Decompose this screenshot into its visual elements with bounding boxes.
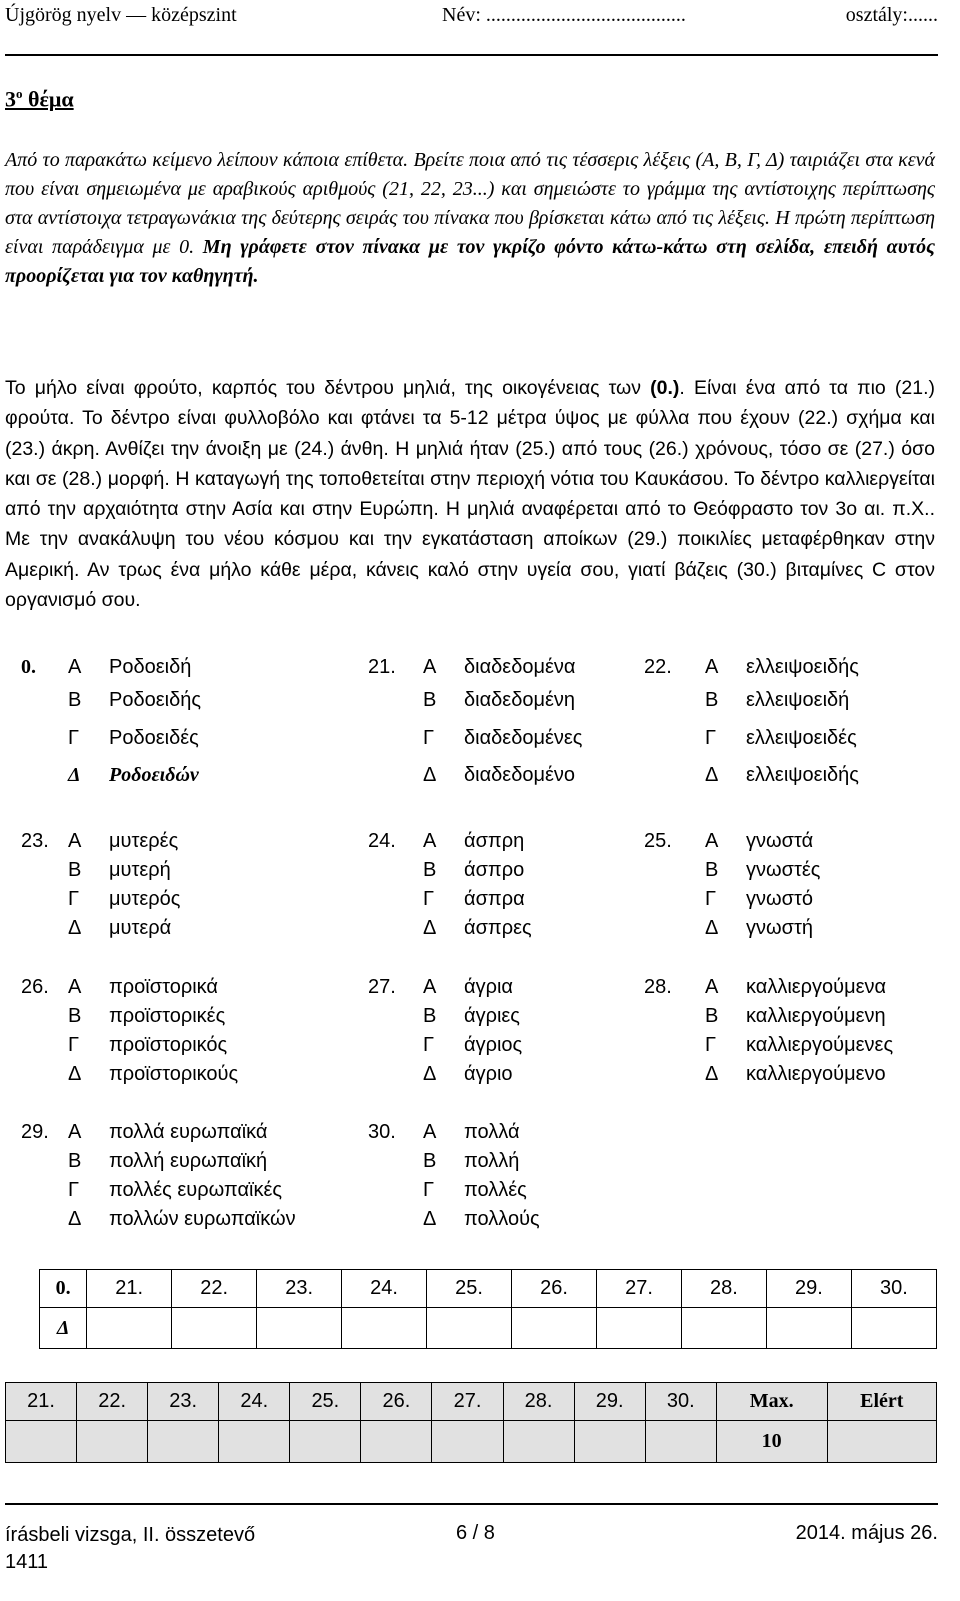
option-word: άσπρη [464,830,525,852]
score-header-cell: 27. [432,1383,503,1421]
footer-rule [5,1503,938,1505]
option-word: προϊστορικός [109,1034,228,1056]
option-word: γνωστά [746,830,814,852]
score-header-cell: 28. [503,1383,574,1421]
score-header-cell: 23. [148,1383,219,1421]
answer-header-cell: 26. [512,1270,597,1308]
header-name-field: Név: ........................................ [442,4,686,26]
answer-table-header-row [40,1270,937,1308]
answer-header-cell: 27. [597,1270,682,1308]
option-word: διαδεδομένη [464,689,576,711]
option-number: 25. [644,830,672,852]
option-letter: Α [423,976,437,998]
score-table-value-row [6,1421,937,1463]
option-word: Ροδοειδή [109,656,192,678]
option-letter: Α [68,656,82,678]
option-letter: Δ [68,917,82,939]
score-header-cell: 22. [77,1383,148,1421]
option-word: άγριες [464,1005,520,1027]
option-word: μυτερά [109,917,172,939]
option-word: ελλειψοειδές [746,727,857,749]
answer-header-cell: 23. [257,1270,342,1308]
option-word: άσπρες [464,917,532,939]
option-letter: Γ [423,888,435,910]
score-cell [6,1421,77,1463]
option-letter: Δ [705,917,719,939]
section-heading [5,86,74,112]
score-header-cell: Elért [827,1383,936,1421]
option-word: ελλειψοειδής [746,656,859,678]
option-letter: Β [705,859,719,881]
score-cell [219,1421,290,1463]
answer-input-cell[interactable] [681,1308,766,1349]
answer-input-cell[interactable] [342,1308,427,1349]
option-word: καλλιεργούμενα [746,976,887,998]
option-letter: Α [68,830,82,852]
answer-input-cell[interactable] [512,1308,597,1349]
option-letter: Γ [423,727,435,749]
answer-header-cell: 28. [681,1270,766,1308]
option-letter: Γ [68,1034,80,1056]
option-letter: Δ [423,1208,437,1230]
option-letter: Β [68,689,82,711]
answer-example-cell: Δ [40,1308,87,1349]
score-header-cell: 24. [219,1383,290,1421]
option-word: άσπρα [464,888,525,910]
header-subject: Újgörög nyelv — középszint [5,4,237,26]
answer-table-answer-row [40,1308,937,1349]
option-letter: Γ [68,1179,80,1201]
answer-header-cell: 24. [342,1270,427,1308]
option-letter: Δ [68,764,81,786]
score-cell [645,1421,716,1463]
answer-input-cell[interactable] [257,1308,342,1349]
option-word: προϊστορικούς [109,1063,239,1085]
option-word: καλλιεργούμενο [746,1063,886,1085]
page-header [5,4,938,34]
option-word: γνωστές [746,859,821,881]
option-letter: Α [423,830,437,852]
option-word: άγριο [464,1063,513,1085]
option-word: πολλές [464,1179,527,1201]
answer-header-cell: 22. [172,1270,257,1308]
footer-date: 2014. május 26. [795,1522,938,1544]
answer-input-cell[interactable] [851,1308,936,1349]
option-letter: Α [705,656,719,678]
option-number: 30. [368,1121,396,1143]
answer-input-cell[interactable] [597,1308,682,1349]
option-letter: Δ [423,1063,437,1085]
option-letter: Δ [423,917,437,939]
answer-header-cell: 29. [766,1270,851,1308]
score-cell [361,1421,432,1463]
option-word: πολλούς [464,1208,540,1230]
option-word: ελλειψοειδής [746,764,859,786]
option-letter: Γ [68,727,80,749]
option-letter: Α [705,976,719,998]
option-word: Ροδοειδής [109,689,201,711]
option-word: Ροδοειδών [109,764,199,786]
option-letter: Α [68,1121,82,1143]
option-word: διαδεδομένο [464,764,576,786]
option-letter: Δ [68,1208,82,1230]
option-letter: Β [68,1005,82,1027]
option-letter: Γ [705,1034,717,1056]
option-word: ελλειψοειδή [746,689,850,711]
option-number: 24. [368,830,396,852]
option-word: πολλών ευρωπαϊκών [109,1208,296,1230]
score-cell [148,1421,219,1463]
header-rule [5,54,938,56]
option-word: πολλά ευρωπαϊκά [109,1121,268,1143]
option-number: 28. [644,976,672,998]
option-letter: Δ [68,1063,82,1085]
option-letter: Β [423,1150,437,1172]
option-number: 29. [21,1121,49,1143]
answer-header-cell: 21. [87,1270,172,1308]
score-cell [432,1421,503,1463]
option-letter: Β [705,689,719,711]
section-word: θέμα [28,86,74,112]
option-word: μυτερός [109,888,181,910]
option-word: προϊστορικές [109,1005,226,1027]
score-header-cell: 26. [361,1383,432,1421]
score-header-cell: 30. [645,1383,716,1421]
option-word: άγριος [464,1034,523,1056]
option-word: πολλή [464,1150,520,1172]
option-letter: Γ [68,888,80,910]
footer-exam-info [5,1522,255,1576]
option-number: 22. [644,656,672,678]
footer-exam-name: írásbeli vizsga, II. összetevő [5,1524,256,1546]
score-max-value: 10 [716,1421,827,1463]
option-word: άγρια [464,976,513,998]
option-letter: Δ [705,764,719,786]
answer-input-cell[interactable] [172,1308,257,1349]
option-letter: Α [68,976,82,998]
answer-input-cell[interactable] [766,1308,851,1349]
option-number: 27. [368,976,396,998]
score-cell [574,1421,645,1463]
option-letter: Α [705,830,719,852]
option-number: 26. [21,976,49,998]
instructions-warning: Μη γράφετε στον πίνακα με τον γκρίζο φόντο κάτω-κάτω στη σελίδα, επειδή αυτός προορίζεται για τον καθηγητή. [5,236,936,287]
score-cell [77,1421,148,1463]
instructions [5,146,935,291]
passage-start: Το μήλο είναι φρούτο, καρπός του δέντρου μηλιά, της οικογένειας των [5,377,651,399]
score-header-cell: Max. [716,1383,827,1421]
passage-example-gap: (0.) [650,377,680,399]
passage-rest: . Είναι ένα από τα πιο (21.) φρούτα. Το δέντρο είναι φυλλοβόλο και φτάνει τα 5-12 μέτρα ύψος με φύλλα που έχουν (22.) σχήμα και (23.) άκρη. Ανθίζει την άνοιξη με (24.) άνθη. Η μηλιά ήταν (25.) από τους (26.) χρόνους, τόσο σε (27.) όσο και σε (28.) μορφή. Η καταγωγή της τοποθετείται στην περιοχή νότια του Καυκάσου. Το δέντρο καλλιεργείται από την αρχαιότητα στην Ασία και στην Ευρώπη. Η μηλιά αναφέρεται από το Θεόφραστο τον 3ο αι. π.Χ.. Με την ανακάλυψη του νέου κόσμου και την εγκατάσταση αποίκων (29.) ποικιλίες μεταφέρθηκαν στην Αμερική. Αν τρως ένα μήλο κάθε μέρα, κάνεις καλό στην υγεία σου, γιατί βάζεις (30.) βιταμίνες C στον οργανισμό σου. [5,377,935,612]
footer-exam-code: 1411 [5,1551,49,1573]
answer-header-cell: 30. [851,1270,936,1308]
reading-passage [5,373,935,615]
score-cell [290,1421,361,1463]
answer-table [39,1269,937,1349]
instructions-text: Από το παρακάτω κείμενο λείπουν κάποια επίθετα. Βρείτε ποια από τις τέσσερις λέξεις (Α, Β, Γ, Δ) ταιριάζει στα κενά που είναι σημειωμένα με αραβικούς αριθμούς (21, 22, 23...) και σημειώστε το γράμμα της αντίστοιχης περίπτωσης στα αντίστοιχα τετραγωνάκια της δεύτερης σειράς του πίνακα που βρίσκεται κάτω από τις λέξεις. Η πρώτη περίπτωση είναι παράδειγμα με 0. [5,149,935,258]
option-letter: Β [705,1005,719,1027]
score-table-header-row [6,1383,937,1421]
option-word: καλλιεργούμενες [746,1034,894,1056]
option-letter: Α [423,656,437,678]
score-table [5,1382,937,1463]
option-letter: Β [68,859,82,881]
option-word: πολλά [464,1121,520,1143]
option-word: προϊστορικά [109,976,218,998]
option-letter: Β [423,1005,437,1027]
section-number-sup: ο [16,86,23,101]
score-header-cell: 29. [574,1383,645,1421]
option-letter: Γ [705,888,717,910]
option-word: μυτερές [109,830,179,852]
option-number: 23. [21,830,49,852]
option-letter: Β [423,859,437,881]
score-header-cell: 25. [290,1383,361,1421]
option-word: γνωστό [746,888,813,910]
option-letter: Γ [705,727,717,749]
option-number: 0. [21,656,36,678]
option-letter: Β [423,689,437,711]
option-word: διαδεδομένες [464,727,583,749]
section-number: 3 [5,86,16,112]
option-letter: Δ [423,764,437,786]
option-word: πολλή ευρωπαϊκή [109,1150,268,1172]
option-letter: Γ [423,1034,435,1056]
option-letter: Β [68,1150,82,1172]
option-letter: Γ [423,1179,435,1201]
option-letter: Α [423,1121,437,1143]
footer-page-number: 6 / 8 [456,1522,495,1544]
answer-header-cell: 0. [40,1270,87,1308]
option-word: μυτερή [109,859,171,881]
score-header-cell: 21. [6,1383,77,1421]
answer-input-cell[interactable] [87,1308,172,1349]
option-word: καλλιεργούμενη [746,1005,886,1027]
option-word: πολλές ευρωπαϊκές [109,1179,283,1201]
option-word: διαδεδομένα [464,656,576,678]
option-word: γνωστή [746,917,813,939]
answer-input-cell[interactable] [427,1308,512,1349]
option-word: Ροδοειδές [109,727,199,749]
option-number: 21. [368,656,396,678]
score-cell [503,1421,574,1463]
header-class-field: osztály:...... [845,4,938,26]
option-letter: Δ [705,1063,719,1085]
answer-header-cell: 25. [427,1270,512,1308]
score-cell [827,1421,936,1463]
option-word: άσπρο [464,859,525,881]
